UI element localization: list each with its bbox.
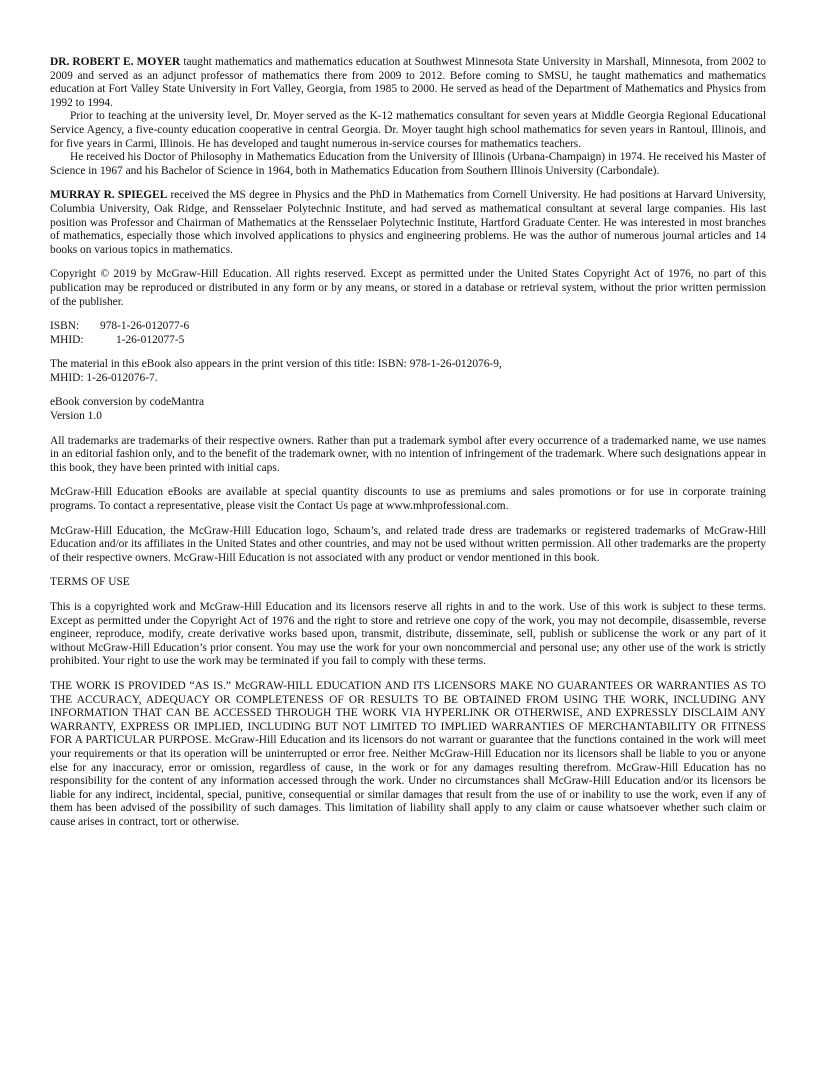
print-version-line-1: The material in this eBook also appears in the print version of this title: ISBN: 978-1-26-012076-9, (50, 358, 502, 371)
trademarks-note (50, 435, 766, 476)
moyer-name: DR. ROBERT E. MOYER (50, 56, 181, 68)
conversion-line-2: Version 1.0 (50, 410, 102, 423)
discounts-note (50, 486, 766, 513)
print-version-note (50, 358, 766, 385)
trade-dress-text: McGraw-Hill Education, the McGraw-Hill Education logo, Schaum’s, and related trade dress are trademarks or registered trademarks of McGraw-Hill Education and/or its affiliates in the United States and other countries, and may not be used without written permission. All other trademarks are the property of their respective owners. McGraw-Hill Education is not associated with any product or vendor mentioned in this book. (50, 524, 766, 564)
moyer-bio-text-1: taught mathematics and mathematics education at Southwest Minnesota State University in Marshall, Minnesota, from 2002 to 2009 and served as an adjunct professor of mathematics there from 2009 to 2012. Before coming to SMSU, he taught mathematics and mathematics education at Fort Valley State University in Fort Valley, Georgia, from 1985 to 2000. He served as head of the Department of Mathematics and Physics from 1992 to 1994. (50, 56, 766, 109)
disclaimer-block (50, 680, 766, 830)
isbn-label: ISBN: (50, 320, 80, 333)
trade-dress-note (50, 525, 766, 566)
mhid-row (50, 334, 766, 348)
moyer-bio (50, 56, 766, 178)
spiegel-name: MURRAY R. SPIEGEL (50, 189, 168, 202)
trademarks-text: All trademarks are trademarks of their respective owners. Rather than put a trademark symbol after every occurrence of a trademarked name, we use names in an editorial fashion only, and to the benefit of the trademark owner, with no intention of infringement of the trademark. Where such designations appear in this book, they have been printed with initial caps. (50, 434, 766, 474)
isbn-value: 978-1-26-012077-6 (100, 320, 190, 333)
terms-heading-block (50, 576, 766, 590)
isbn-row (50, 320, 766, 334)
spiegel-bio (50, 189, 766, 257)
terms-heading: TERMS OF USE (50, 576, 130, 589)
conversion-note (50, 396, 766, 423)
conversion-line-1: eBook conversion by codeMantra (50, 396, 205, 409)
mhid-value: 1-26-012077-5 (116, 333, 185, 346)
spiegel-bio-text: received the MS degree in Physics and the PhD in Mathematics from Cornell University. He had positions at Harvard University, Columbia University, Oak Ridge, and Rensselaer Polytechnic Institute, and had served as mathematical consultant at several large companies. His last position was Professor and Chairman of Mathematics at the Rensselaer Polytechnic Institute, Hartford Graduate Center. He was interested in most branches of mathematics, especially those which involved applications to physics and engineering problems. He was the author of numerous journal articles and 14 books on various topics in mathematics. (50, 189, 766, 256)
terms-body-block (50, 601, 766, 669)
spiegel-bio-paragraph (50, 189, 766, 257)
discounts-text: McGraw-Hill Education eBooks are available at special quantity discounts to use as premiums and sales promotions or for use in corporate training programs. To contact a representative, please visit the Contact Us page at www.mhprofessional.com. (50, 486, 766, 513)
disclaimer-text: THE WORK IS PROVIDED “AS IS.” McGRAW-HILL EDUCATION AND ITS LICENSORS MAKE NO GUARANTEES OR WARRANTIES AS TO THE ACCURACY, ADEQUACY OR COMPLETENESS OF OR RESULTS TO BE OBTAINED FROM USING THE WORK, INCLUDING ANY INFORMATION THAT CAN BE ACCESSED THROUGH THE WORK VIA HYPERLINK OR OTHERWISE, AND EXPRESSLY DISCLAIM ANY WARRANTY, EXPRESS OR IMPLIED, INCLUDING BUT NOT LIMITED TO IMPLIED WARRANTIES OF MERCHANTABILITY OR FITNESS FOR A PARTICULAR PURPOSE. McGraw-Hill Education and its licensors do not warrant or guarantee that the functions contained in the work will meet your requirements or that its operation will be uninterrupted or error free. Neither McGraw-Hill Education nor its licensors shall be liable to you or anyone else for any inaccuracy, error or omission, regardless of cause, in the work or for any damages resulting therefrom. McGraw-Hill Education has no responsibility for the content of any information accessed through the work. Under no circumstances shall McGraw-Hill Education and/or its licensors be liable for any indirect, incidental, special, punitive, consequential or similar damages that result from the use of or inability to use the work, even if any of them has been advised of the possibility of such damages. This limitation of liability shall apply to any claim or cause whatsoever whether such claim or cause arises in contract, tort or otherwise. (50, 679, 766, 828)
copyright-text: Copyright © 2019 by McGraw-Hill Education. All rights reserved. Except as permitted under the United States Copyright Act of 1976, no part of this publication may be reproduced or distributed in any form or by any means, or stored in a database or retrieval system, without the prior written permission of the publisher. (50, 268, 766, 308)
copyright-notice (50, 268, 766, 309)
print-version-line-2: MHID: 1-26-012076-7. (50, 371, 158, 384)
moyer-bio-paragraph-3: He received his Doctor of Philosophy in Mathematics Education from the University of Illinois (Urbana-Champaign) in 1974. He received his Master of Science in 1967 and his Bachelor of Science in 1964, both in Mathematics Education from Southern Illinois University (Carbondale). (50, 151, 766, 177)
terms-body: This is a copyrighted work and McGraw-Hill Education and its licensors reserve all rights in and to the work. Use of this work is subject to these terms. Except as permitted under the Copyright Act of 1976 and the right to store and retrieve one copy of the work, you may not decompile, disassemble, reverse engineer, reproduce, modify, create derivative works based upon, transmit, distribute, disseminate, sell, publish or sublicense the work or any part of it without McGraw-Hill Education’s prior consent. You may use the work for your own noncommercial and personal use; any other use of the work is strictly prohibited. Your right to use the work may be terminated if you fail to comply with these terms. (50, 601, 766, 668)
copyright-page (50, 56, 766, 841)
mhid-label: MHID: (50, 333, 84, 346)
moyer-bio-paragraph-1 (50, 56, 766, 110)
moyer-bio-paragraph-2: Prior to teaching at the university level, Dr. Moyer served as the K-12 mathematics consultant for seven years at Middle Georgia Regional Educational Service Agency, a five-county education cooperative in central Georgia. Dr. Moyer taught high school mathematics for seven years in Rantoul, Illinois, and for five years in Carmi, Illinois. He has developed and taught numerous in-service courses for mathematics teachers. (50, 110, 766, 150)
isbn-block (50, 320, 766, 347)
